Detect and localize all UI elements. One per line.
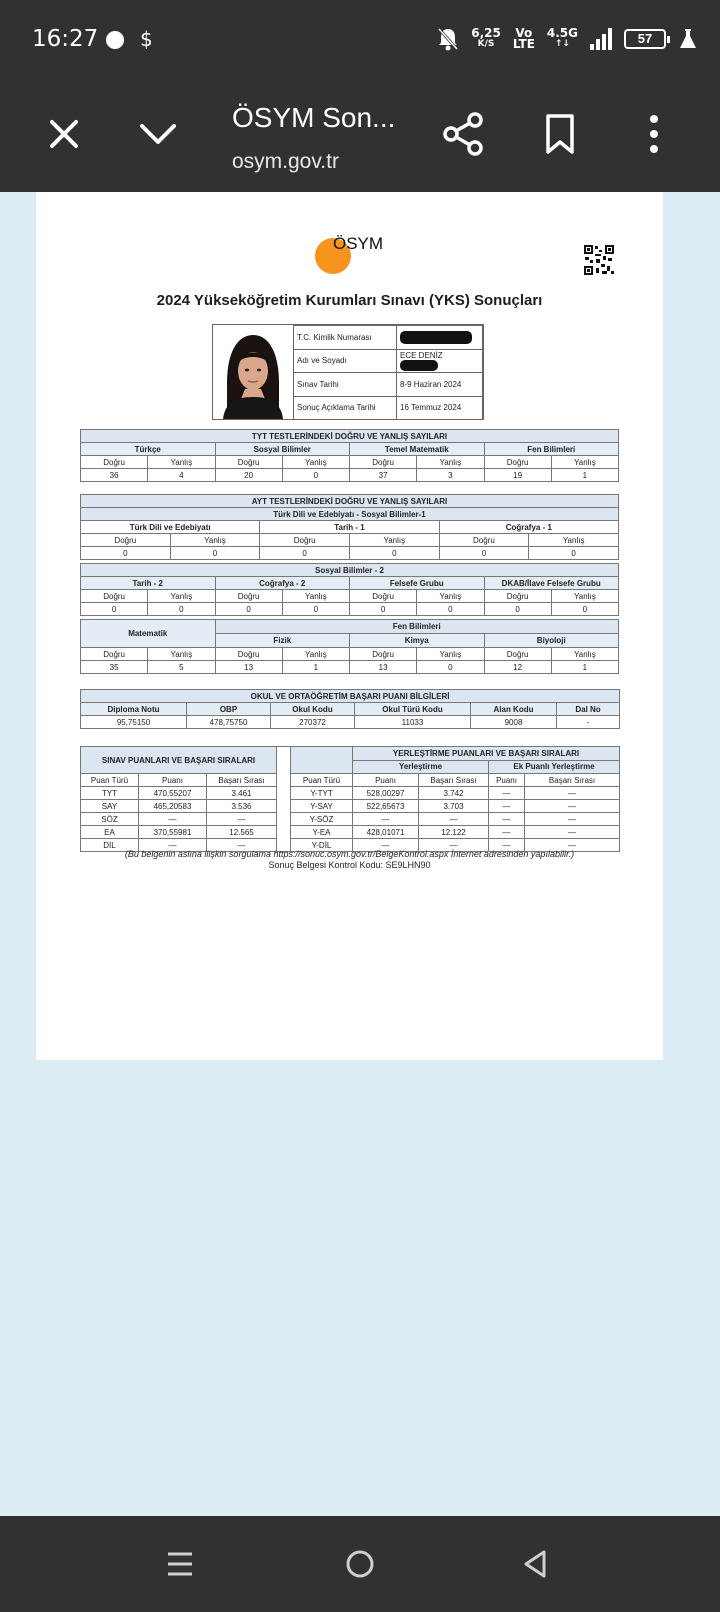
subject-sosyal: Sosyal Bilimler [215, 443, 350, 456]
value-cell: 270372 [271, 716, 355, 729]
col-dogru: Doğru [439, 534, 529, 547]
document-title: 2024 Yükseköğretim Kurumları Sınavı (YKS) Sonuçları [156, 292, 543, 309]
col-okul-turu: Okul Türü Kodu [355, 703, 471, 716]
table-row [294, 326, 483, 350]
value-cell: 1 [551, 661, 618, 674]
identity-box [212, 324, 484, 420]
bell-off-icon [437, 27, 459, 51]
extra-rank: — [525, 839, 620, 852]
col-puani: Puanı [139, 774, 207, 787]
col-puan-turu: Puan Türü [81, 774, 139, 787]
col-dogru: Doğru [215, 648, 282, 661]
ayt-table-1 [80, 494, 619, 560]
table-row [81, 813, 620, 826]
exam-date-value: 8-9 Haziran 2024 [397, 373, 483, 397]
col-dogru: Doğru [81, 590, 148, 603]
circle-icon [106, 31, 124, 49]
science-header: Fen Bilimleri [215, 620, 619, 634]
score-type: DİL [81, 839, 139, 852]
col-yanlis: Yanlış [148, 590, 215, 603]
score-type: EA [81, 826, 139, 839]
extra-rank: — [525, 787, 620, 800]
table-row [294, 373, 483, 397]
col-okul-kodu: Okul Kodu [271, 703, 355, 716]
col-yanlis: Yanlış [349, 534, 439, 547]
col-diploma: Diploma Notu [81, 703, 187, 716]
col-dogru: Doğru [81, 534, 171, 547]
value-cell: 20 [215, 469, 282, 482]
id-label: T.C. Kimlik Numarası [294, 326, 397, 350]
value-cell: 0 [282, 603, 349, 616]
subject-turkce: Türkçe [81, 443, 216, 456]
browser-toolbar [0, 80, 720, 192]
ayt-section1: Türk Dili ve Edebiyatı - Sosyal Bilimler-1 [81, 508, 619, 521]
value-cell: 1 [551, 469, 618, 482]
close-icon[interactable] [40, 110, 88, 158]
score-type: TYT [81, 787, 139, 800]
value-cell: 0 [282, 469, 349, 482]
table-row [81, 547, 619, 560]
extra-rank: — [525, 813, 620, 826]
value-cell: 0 [417, 661, 484, 674]
col-yanlis: Yanlış [282, 590, 349, 603]
placement-score: — [353, 813, 419, 826]
col-dogru: Doğru [350, 590, 417, 603]
verification-note: (Bu belgenin aslına ilişkin sorgulama https://sonuc.osym.gov.tr/BelgeKontrol.aspx İnternet adresinden yapılabilir.) [124, 849, 575, 859]
col-dal-no: Dal No [557, 703, 620, 716]
candidate-photo [213, 325, 293, 419]
value-cell: 35 [81, 661, 148, 674]
exam-scores-header: SINAV PUANLARI VE BAŞARI SIRALARI [81, 747, 277, 774]
col-dogru: Doğru [350, 648, 417, 661]
tyt-table [80, 429, 619, 482]
value-cell: 0 [215, 603, 282, 616]
col-puani: Puanı [353, 774, 419, 787]
placement-label: Yerleştirme [353, 760, 489, 774]
value-cell: - [557, 716, 620, 729]
col-dogru: Doğru [484, 590, 551, 603]
col-basari-sirasi: Başarı Sırası [419, 774, 489, 787]
value-cell: 0 [551, 603, 618, 616]
recents-icon[interactable] [160, 1548, 200, 1580]
placement-score: 522,65673 [353, 800, 419, 813]
table-row [81, 661, 619, 674]
col-dogru: Doğru [81, 648, 148, 661]
qr-code-icon [583, 244, 615, 276]
value-cell: 0 [260, 547, 350, 560]
col-yanlis: Yanlış [551, 590, 618, 603]
table-row [294, 349, 483, 373]
col-dogru: Doğru [484, 456, 551, 469]
subject-tarih1: Tarih - 1 [260, 521, 439, 534]
col-yanlis: Yanlış [148, 456, 215, 469]
result-date-label: Sonuç Açıklama Tarihi [294, 396, 397, 420]
value-cell: 0 [170, 547, 260, 560]
col-yanlis: Yanlış [529, 534, 619, 547]
placement-rank: 3.703 [419, 800, 489, 813]
separator [277, 747, 291, 852]
placement-scores-header: YERLEŞTİRME PUANLARI VE BAŞARI SIRALARI [353, 747, 620, 761]
col-yanlis: Yanlış [551, 456, 618, 469]
ayt-header: AYT TESTLERİNDEKİ DOĞRU VE YANLIŞ SAYILARI [81, 495, 619, 508]
value-cell: 13 [350, 661, 417, 674]
value-cell: 19 [484, 469, 551, 482]
col-yanlis: Yanlış [282, 648, 349, 661]
scores-table [80, 746, 620, 852]
subject-edebiyat: Türk Dili ve Edebiyatı [81, 521, 260, 534]
score-value: 465,20583 [139, 800, 207, 813]
value-cell: 0 [484, 603, 551, 616]
identity-table [293, 325, 483, 420]
table-row [294, 396, 483, 420]
value-cell: 0 [350, 603, 417, 616]
col-yanlis: Yanlış [551, 648, 618, 661]
value-cell: 0 [439, 547, 529, 560]
tyt-header: TYT TESTLERİNDEKİ DOĞRU VE YANLIŞ SAYILARI [81, 430, 619, 443]
col-dogru: Doğru [81, 456, 148, 469]
result-date-value: 16 Temmuz 2024 [397, 396, 483, 420]
placement-score: — [353, 839, 419, 852]
placement-type: Y-SÖZ [291, 813, 353, 826]
score-rank: — [207, 813, 277, 826]
subject-biyoloji: Biyoloji [484, 634, 619, 648]
value-cell: 4 [148, 469, 215, 482]
subject-cografya2: Coğrafya - 2 [215, 577, 350, 590]
osym-logo: ÖSYM [315, 234, 395, 274]
col-yanlis: Yanlış [417, 456, 484, 469]
network-speed: 6,25 K/S [471, 26, 501, 49]
score-value: 470,55207 [139, 787, 207, 800]
placement-blank [291, 747, 353, 774]
table-row [81, 716, 620, 729]
extra-score: — [489, 839, 525, 852]
page-viewport[interactable] [0, 192, 720, 1516]
ayt-section2: Sosyal Bilimler - 2 [81, 564, 619, 577]
id-value-redacted [397, 326, 483, 350]
bookmark-icon[interactable] [536, 110, 584, 158]
col-ek-basari-sirasi: Başarı Sırası [525, 774, 620, 787]
extra-score: — [489, 787, 525, 800]
extra-placement-label: Ek Puanlı Yerleştirme [489, 760, 620, 774]
extra-score: — [489, 800, 525, 813]
col-dogru: Doğru [260, 534, 350, 547]
battery-icon [624, 29, 666, 49]
score-rank: 3.461 [207, 787, 277, 800]
score-value: — [139, 839, 207, 852]
col-yanlis: Yanlış [170, 534, 260, 547]
table-row [81, 826, 620, 839]
value-cell: 0 [349, 547, 439, 560]
score-rank: — [207, 839, 277, 852]
score-value: 370,55981 [139, 826, 207, 839]
name-label: Adı ve Soyadı [294, 349, 397, 373]
ayt-table-2 [80, 563, 619, 616]
value-cell: 95,75150 [81, 716, 187, 729]
placement-score: 528,00297 [353, 787, 419, 800]
value-cell: 1 [282, 661, 349, 674]
col-yanlis: Yanlış [148, 648, 215, 661]
chevron-down-icon[interactable] [134, 110, 182, 158]
score-type: SAY [81, 800, 139, 813]
subject-matematik: Matematik [81, 620, 216, 648]
placement-rank: 12.122 [419, 826, 489, 839]
col-basari-sirasi: Başarı Sırası [207, 774, 277, 787]
table-row [81, 800, 620, 813]
value-cell: 0 [81, 603, 148, 616]
back-icon[interactable] [516, 1548, 556, 1580]
placement-type: Y-SAY [291, 800, 353, 813]
clock: 16:27 [32, 26, 99, 52]
school-header: OKUL VE ORTAÖĞRETİM BAŞARI PUANI BİLGİLERİ [81, 690, 620, 703]
placement-rank: — [419, 813, 489, 826]
network-type: 4.5G ↑↓ [546, 26, 578, 49]
value-cell: 12 [484, 661, 551, 674]
signal-icon [590, 28, 612, 50]
more-icon[interactable] [630, 110, 678, 158]
col-yanlis: Yanlış [417, 648, 484, 661]
value-cell: 37 [350, 469, 417, 482]
battery-level: 57 [637, 31, 653, 46]
col-dogru: Doğru [484, 648, 551, 661]
col-dogru: Doğru [215, 456, 282, 469]
subject-dkab: DKAB/İlave Felsefe Grubu [484, 577, 619, 590]
extra-score: — [489, 826, 525, 839]
subject-fen: Fen Bilimleri [484, 443, 619, 456]
table-row [81, 469, 619, 482]
table-row [81, 603, 619, 616]
placement-type: Y-EA [291, 826, 353, 839]
placement-type: Y-TYT [291, 787, 353, 800]
subject-cografya1: Coğrafya - 1 [439, 521, 618, 534]
value-cell: 13 [215, 661, 282, 674]
col-ek-puani: Puanı [489, 774, 525, 787]
extra-rank: — [525, 800, 620, 813]
subject-fizik: Fizik [215, 634, 350, 648]
page-title[interactable]: ÖSYM Son... [232, 102, 396, 133]
subject-tarih2: Tarih - 2 [81, 577, 216, 590]
extra-score: — [489, 813, 525, 826]
school-table [80, 689, 620, 729]
value-cell: 478,75750 [187, 716, 271, 729]
value-cell: 0 [148, 603, 215, 616]
value-cell: 11033 [355, 716, 471, 729]
col-puan-turu: Puan Türü [291, 774, 353, 787]
col-dogru: Doğru [350, 456, 417, 469]
value-cell: 36 [81, 469, 148, 482]
extra-rank: — [525, 826, 620, 839]
value-cell: 0 [417, 603, 484, 616]
subject-felsefe: Felsefe Grubu [350, 577, 485, 590]
value-cell: 0 [529, 547, 619, 560]
score-rank: 12.565 [207, 826, 277, 839]
subject-temel-matematik: Temel Matematik [350, 443, 485, 456]
col-yanlis: Yanlış [282, 456, 349, 469]
status-bar [0, 0, 720, 80]
ayt-table-3 [80, 619, 619, 674]
name-value: ECE DENİZ [397, 349, 483, 373]
col-alan-kodu: Alan Kodu [471, 703, 557, 716]
placement-rank: — [419, 839, 489, 852]
placement-rank: 3.742 [419, 787, 489, 800]
share-icon[interactable] [440, 110, 488, 158]
value-cell: 5 [148, 661, 215, 674]
value-cell: 0 [81, 547, 171, 560]
dollar-icon: $ [140, 27, 153, 51]
subject-kimya: Kimya [350, 634, 485, 648]
table-row [81, 787, 620, 800]
score-rank: 3.536 [207, 800, 277, 813]
value-cell: 9008 [471, 716, 557, 729]
flask-icon [678, 27, 698, 51]
col-dogru: Doğru [215, 590, 282, 603]
control-code: Sonuç Belgesi Kontrol Kodu: SE9LHN90 [268, 860, 431, 870]
col-yanlis: Yanlış [417, 590, 484, 603]
page-url[interactable]: osym.gov.tr [232, 150, 339, 173]
placement-score: 428,01071 [353, 826, 419, 839]
exam-date-label: Sınav Tarihi [294, 373, 397, 397]
value-cell: 3 [417, 469, 484, 482]
score-value: — [139, 813, 207, 826]
col-obp: OBP [187, 703, 271, 716]
score-type: SÖZ [81, 813, 139, 826]
home-icon[interactable] [340, 1548, 380, 1580]
result-document [36, 192, 663, 1060]
placement-type: Y-DİL [291, 839, 353, 852]
navigation-bar [0, 1516, 720, 1612]
volte-indicator: Vo LTE [512, 26, 535, 51]
